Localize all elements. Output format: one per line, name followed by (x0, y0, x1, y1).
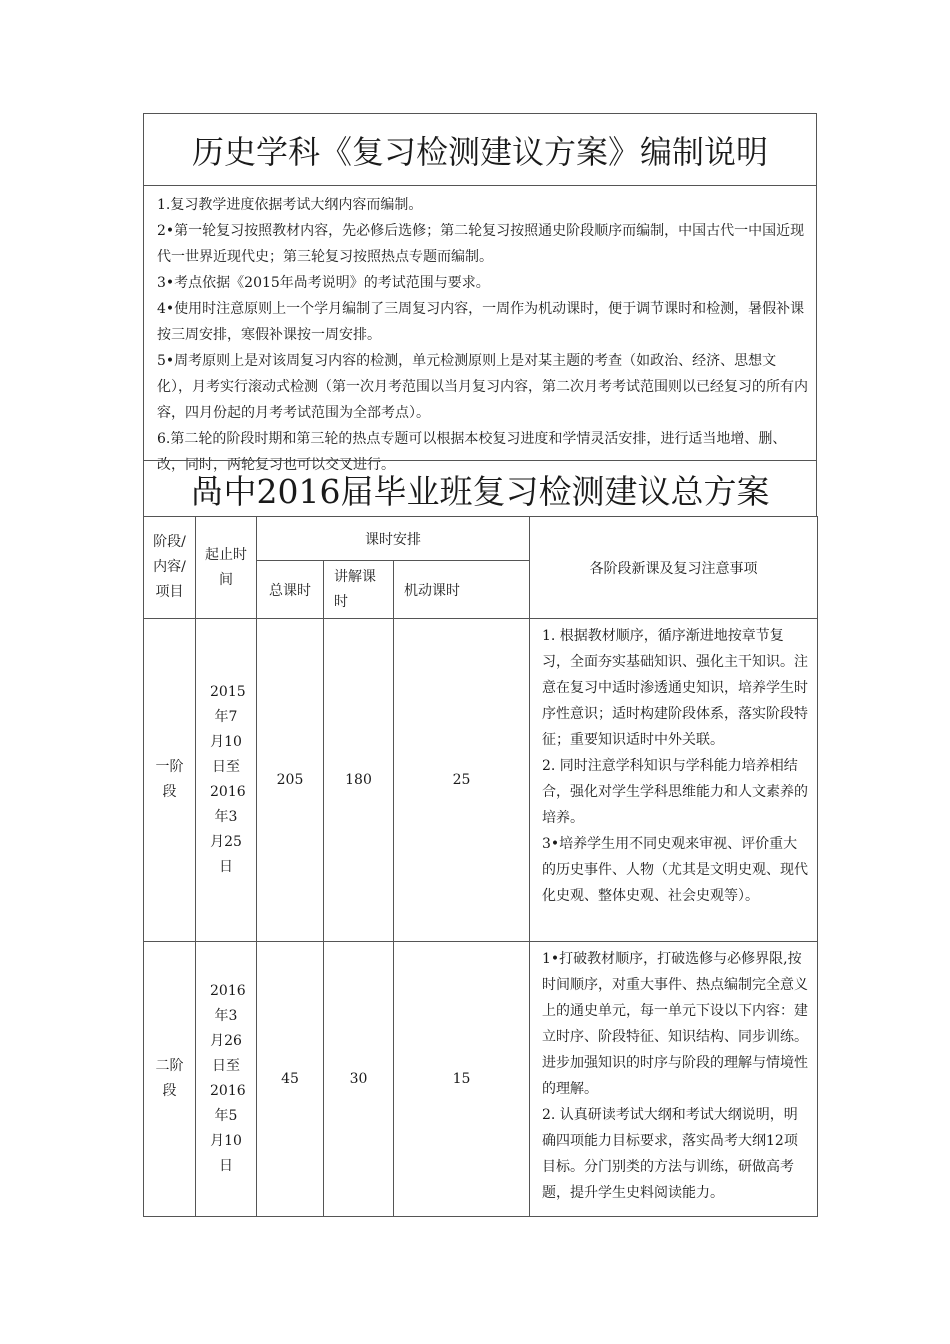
note-item: 1. 根据教材顺序，循序渐进地按章节复习，全面夯实基础知识、强化主干知识。注意在复习中适时渗透通史知识，培养学生时序性意识；适时构建阶段体系，落实阶段特征；重要知识适时中外关联。 (542, 628, 808, 748)
plan-title: 咼中2016届毕业班复习检测建议总方案 (143, 460, 817, 517)
header-total: 总课时 (257, 561, 324, 619)
header-stage: 阶段/内容/项目 (144, 517, 196, 619)
note-item: 1•打破教材顺序，打破选修与必修界限,按时间顺序，对重大事件、热点编制完全意义上的通史单元，每一单元下设以下内容：建立时序、阶段特征、知识结构、同步训练。进步加强知识的时序与阶段的理解与情境性的理解。 (542, 951, 808, 1097)
notes-cell (530, 942, 818, 1217)
explanation-title: 历史学科《复习检测建议方案》编制说明 (143, 113, 817, 186)
note-item: 2. 同时注意学科知识与学科能力培养相结合，强化对学生学科思维能力和人文素养的培养。 (542, 758, 808, 826)
header-flex: 机动课时 (394, 561, 530, 619)
stage-cell: 一阶段 (144, 619, 196, 942)
period-cell: 2016年3月26日至2016年5月10日 (196, 942, 257, 1217)
table-row-stage-1 (144, 619, 818, 942)
lecture-hours-cell: 30 (324, 942, 394, 1217)
explanation-item-5: 5•周考原则上是对该周复习内容的检测，单元检测原则上是对某主题的考查（如政治、经济、思想文化），月考实行滚动式检测（第一次月考范围以当月复习内容，第二次月考考试范围则以已经复习的所有内容，四月份起的月考考试范围为全部考点）。 (157, 353, 808, 421)
flex-hours-cell: 15 (394, 942, 530, 1217)
note-item: 3•培养学生用不同史观来审视、评价重大的历史事件、人物（尤其是文明史观、现代化史观、整体史观、社会史观等）。 (542, 836, 808, 904)
plan-table (143, 516, 818, 1217)
explanation-body (143, 185, 817, 473)
header-notes: 各阶段新课及复习注意事项 (530, 517, 818, 619)
total-hours-cell: 45 (257, 942, 324, 1217)
table-row-stage-2 (144, 942, 818, 1217)
explanation-item-2: 2•第一轮复习按照教材内容，先必修后选修；第二轮复习按照通史阶段顺序而编制，中国古代一中国近现代一世界近现代史；第三轮复习按照热点专题而编制。 (157, 223, 805, 265)
header-row-1 (144, 517, 818, 561)
explanation-item-4: 4•使用时注意原则上一个学月编制了三周复习内容，一周作为机动课时，便于调节课时和检测，暑假补课按三周安排，寒假补课按一周安排。 (157, 301, 805, 343)
explanation-item-6: 6.第二轮的阶段时期和第三轮的热点专题可以根据本校复习进度和学情灵活安排，进行适当地增、删、改，同时，两轮复习也可以交叉进行。 (157, 431, 787, 473)
flex-hours-cell: 25 (394, 619, 530, 942)
header-lecture: 讲解课时 (324, 561, 394, 619)
stage-cell: 二阶段 (144, 942, 196, 1217)
note-item: 2. 认真研读考试大纲和考试大纲说明，明确四项能力目标要求，落实咼考大纲12项目标。分门别类的方法与训练，研做高考题，提升学生史料阅读能力。 (542, 1107, 798, 1201)
header-period: 起止时间 (196, 517, 257, 619)
notes-cell (530, 619, 818, 942)
lecture-hours-cell: 180 (324, 619, 394, 942)
explanation-item-1: 1.复习教学进度依据考试大纲内容而编制。 (157, 197, 423, 213)
header-hours-group: 课时安排 (257, 517, 530, 561)
total-hours-cell: 205 (257, 619, 324, 942)
explanation-item-3: 3•考点依据《2015年咼考说明》的考试范围与要求。 (157, 275, 490, 291)
period-cell: 2015年7月10日至2016年3月25日 (196, 619, 257, 942)
